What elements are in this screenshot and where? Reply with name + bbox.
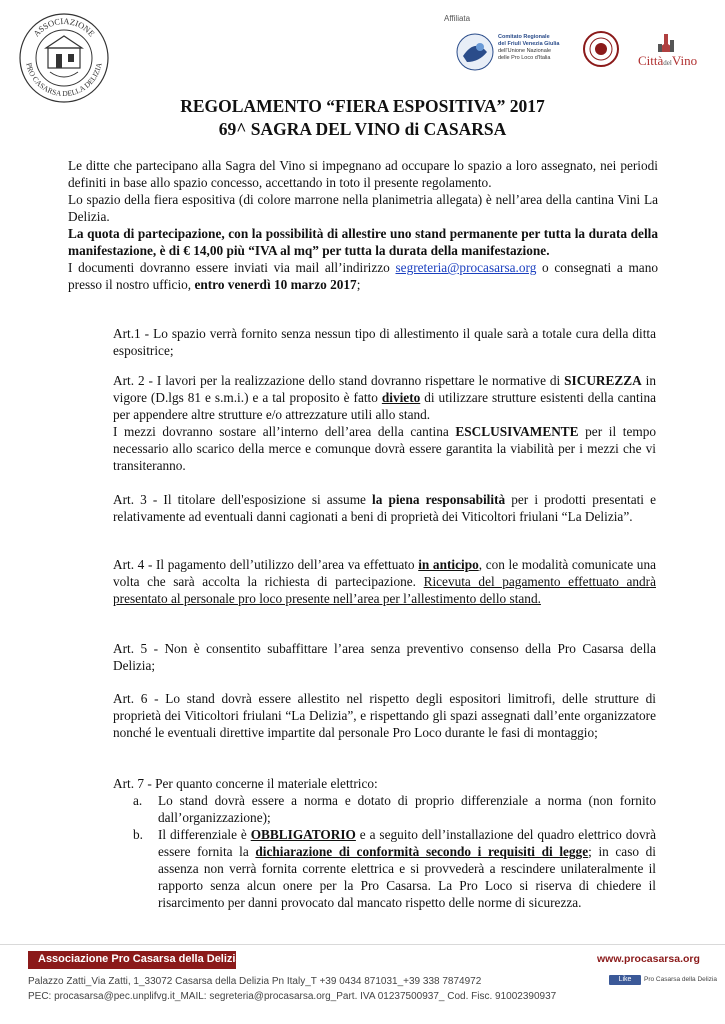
article-3 (113, 491, 656, 525)
deadline-text: entro venerdì 10 marzo 2017 (194, 277, 357, 292)
documents-paragraph (68, 259, 658, 293)
article-text-part: per i prodotti presentati e relativamente ad eventuali danni cagionati a beni di proprietà dei Viticoltori friulani “La Delizia”. (113, 492, 656, 524)
article-emphasis: in anticipo (418, 557, 479, 572)
footer-website-link[interactable]: www.procasarsa.org (597, 953, 700, 965)
fvg-pro-loco-logo (455, 32, 495, 72)
article-underlined: Ricevuta del pagamento effettuato andrà presentato al personale pro loco presente nell’area per l’allestimento dello stand. (113, 574, 656, 606)
pro-casarsa-logo (18, 12, 110, 104)
article-4 (113, 556, 656, 607)
article-text-part: , con le modalità comunicate una volta che sarà accolta la richiesta di partecipazione. (113, 557, 657, 589)
article-text-part: per il tempo necessario allo scarico della merce e comunque dovrà essere garantita la viabilità per i mezzi che vi transiteranno. (113, 424, 656, 473)
article-2 (113, 372, 656, 474)
citta-del-vino-logo (634, 30, 704, 70)
article-emphasis: la piena responsabilità (372, 492, 506, 507)
list-item-text: Il differenziale è (158, 827, 251, 842)
article-text: Art.1 - Lo spazio verrà fornito senza nessun tipo di allestimento il quale sarà a totale cura della ditta espositrice; (113, 326, 656, 358)
article-6 (113, 690, 656, 741)
article-emphasis: ESCLUSIVAMENTE (455, 424, 579, 439)
footer-org-name: Associazione Pro Casarsa della Delizia (38, 953, 242, 965)
svg-text:PRO CASARSA DELLA DELIZIA: PRO CASARSA DELLA DELIZIA (24, 61, 104, 99)
article-text (113, 556, 656, 607)
article-text-part: Art. 4 - Il pagamento dell’utilizzo dell’area va effettuato (113, 557, 419, 572)
article-text-part: I mezzi dovranno sostare all’interno dell’area della cantina (113, 424, 456, 439)
list-item-text: Lo stand dovrà essere a norma e dotato di proprio differenziale a norma (non fornito dall’organizzazione); (158, 793, 656, 825)
article-7 (113, 775, 656, 911)
list-marker: a. (133, 793, 143, 808)
article-5 (113, 640, 656, 674)
email-link[interactable]: segreteria@procasarsa.org (395, 260, 537, 275)
document-title: REGOLAMENTO “FIERA ESPOSITIVA” 2017 (180, 96, 545, 116)
article-text-part: in vigore (D.lgs 81 e s.m.i.) e a tal proposito è fatto (113, 373, 656, 405)
list-item-text: e a seguito dell’installazione del quadro elettrico dovrà essere fornita la (158, 827, 656, 859)
svg-text:CittàdelVino: CittàdelVino (638, 53, 698, 68)
documents-text: I documenti dovranno essere inviati via mail all’indirizzo (68, 260, 396, 275)
fvg-text-line: delle Pro Loco d'Italia (498, 55, 551, 61)
article-text-part: Art. 2 - I lavori per la realizzazione dello stand dovranno rispettare le normative di (113, 373, 565, 388)
article-text-part: di utilizzare strutture esistenti della cantina per appendere altre strutture e/o attrezzature utili allo stand. (113, 390, 656, 422)
footer-address: Palazzo Zatti_Via Zatti, 1_33072 Casarsa della Delizia Pn Italy_T +39 0434 871031_+39 338 7874972 (28, 976, 482, 987)
intro-section (68, 157, 658, 293)
article-text (113, 372, 656, 423)
fvg-committee-text (498, 34, 568, 62)
facebook-page-name: Pro Casarsa della Delizia (644, 976, 717, 983)
list-item (113, 826, 656, 911)
fvg-text-line: dell'Unione Nazionale (498, 48, 552, 54)
article-text (113, 491, 656, 525)
document-subtitle: 69^ SAGRA DEL VINO di CASARSA (218, 119, 507, 139)
article-text: Art. 7 - Per quanto concerne il materiale elettrico: (113, 776, 378, 791)
fvg-text-line: Comitato Regionale (498, 34, 550, 40)
footer-contacts: PEC: procasarsa@pec.unplifvg.it_MAIL: segreteria@procasarsa.org_Part. IVA 01237500937_ Cod. Fisc. 91002390937 (28, 991, 557, 1002)
documents-text: ; (356, 277, 361, 292)
affiliata-label: Affiliata (444, 14, 471, 23)
facebook-like-icon[interactable]: Like (609, 975, 641, 985)
wine-association-seal-icon (582, 30, 620, 68)
article-text-part: Art. 3 - Il titolare dell'esposizione si assume (113, 492, 373, 507)
intro-paragraph: Le ditte che partecipano alla Sagra del Vino si impegnano ad occupare lo spazio a loro assegnato, nei periodi definiti in base allo spazio concesso, accettando in toto il presente regolamento. (68, 158, 658, 190)
article-emphasis: SICUREZZA (564, 373, 642, 388)
list-item (113, 792, 656, 826)
participation-fee-paragraph: La quota di partecipazione, con la possibilità di allestire uno stand permanente per tutta la durata della manifestazione, è di € 14,00 più “IVA al mq” per tutta la durata della manifestazione. (68, 226, 658, 258)
intro-paragraph: Lo spazio della fiera espositiva (di colore marrone nella planimetria allegata) è nell’area della cantina Vini La Delizia. (68, 192, 658, 224)
article-emphasis: OBBLIGATORIO (250, 827, 356, 842)
documents-text: o consegnati a mano presso il nostro ufficio, (68, 260, 658, 292)
list-item-text: ; in caso di assenza non verrà fornita corrente elettrica e si provvederà a rescindere unilateralmente il rapporto senza alcun onere per la Pro Casarsa. La Pro Loco si riserva di chiedere il risarcimento per danni provocato dal mancato rispetto delle norme di sicurezza. (158, 844, 656, 910)
article-text (113, 423, 656, 474)
footer-divider (0, 944, 725, 945)
article-emphasis: dichiarazione di conformità secondo i requisiti di legge (255, 844, 589, 859)
fvg-text-line: del Friuli Venezia Giulia (498, 41, 560, 47)
article-emphasis: divieto (381, 390, 421, 405)
list-marker: b. (133, 827, 143, 842)
article-text: Art. 6 - Lo stand dovrà essere allestito nel rispetto degli espositori limitrofi, delle strutture di proprietà dei Viticoltori friulani “La Delizia”, e rispettando gli spazi assegnati dall’ente organizzatore nonché le eventuali direttive impartite dal personale Pro Loco durante le fasi di montaggio; (113, 691, 656, 740)
article-text: Art. 5 - Non è consentito subaffittare l’area senza preventivo consenso della Pro Casarsa della Delizia; (113, 641, 656, 673)
article-1 (113, 325, 656, 359)
svg-text:ASSOCIAZIONE: ASSOCIAZIONE (31, 15, 97, 39)
